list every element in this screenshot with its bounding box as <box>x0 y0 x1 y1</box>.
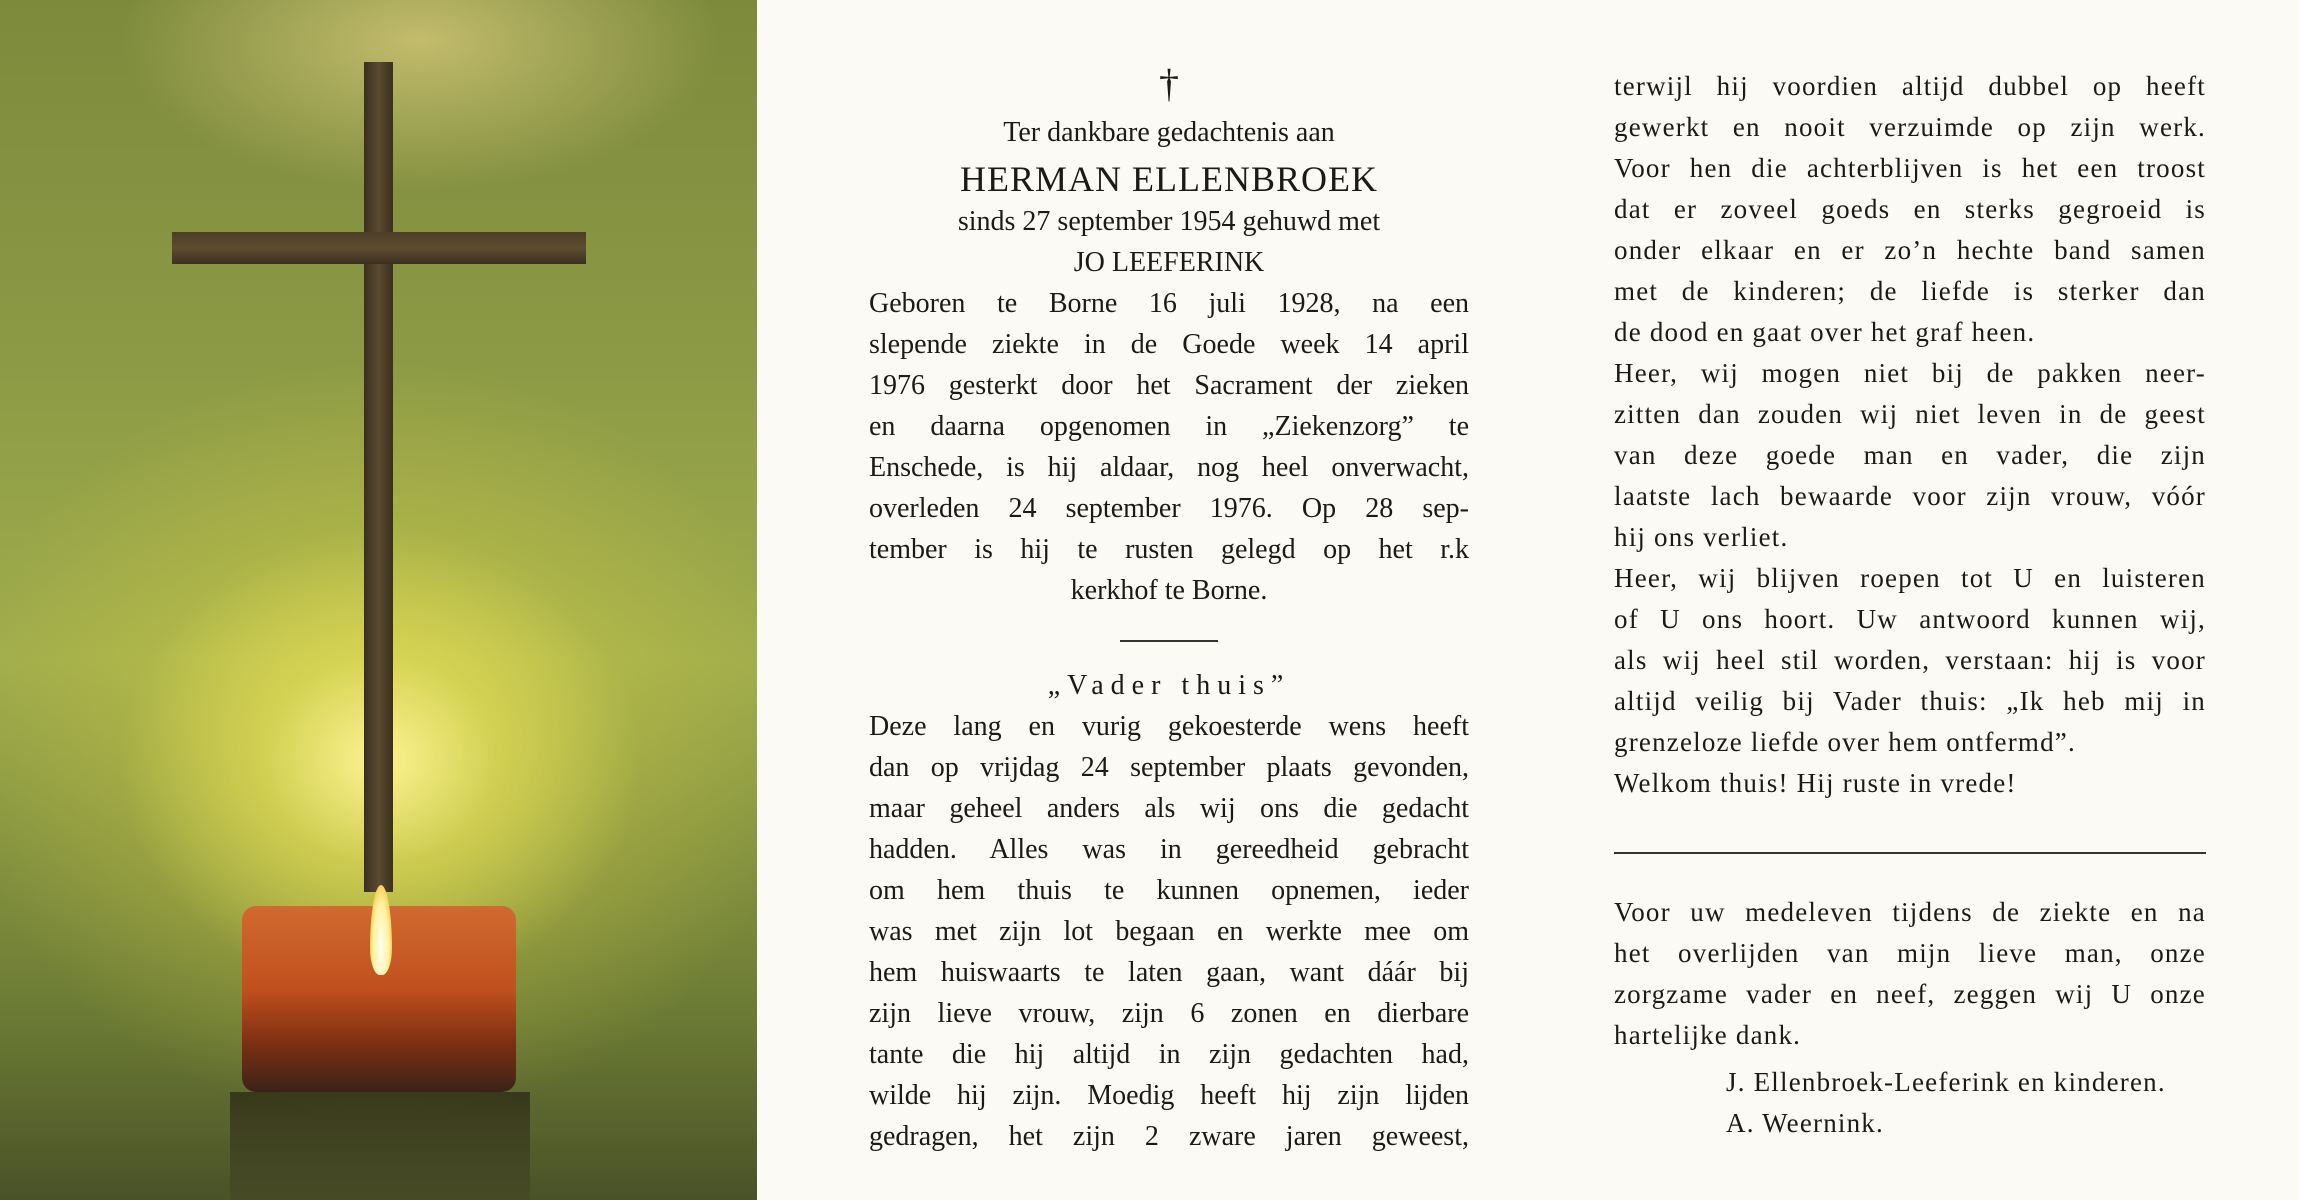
text-line: maar geheel anders als wij ons die gedacht <box>869 793 1469 824</box>
text-line: met de kinderen; de liefde is sterker dan <box>1614 276 2206 306</box>
body-line: Geboren te Borne 16 juli 1928, na een <box>869 288 1469 319</box>
text-line: tante die hij altijd in zijn gedachten had, <box>869 1039 1469 1070</box>
text-line: zijn lieve vrouw, zijn 6 zonen en dierbare <box>869 998 1469 1029</box>
body-line: Enschede, is hij aldaar, nog heel onverwacht, <box>869 452 1469 483</box>
cross-icon <box>364 62 393 892</box>
middle-column <box>869 112 1469 611</box>
text-line: was met zijn lot begaan en werkte mee om <box>869 916 1469 947</box>
text-line: terwijl hij voordien altijd dubbel op heeft <box>1614 71 2206 101</box>
text-line: of U ons hoort. Uw antwoord kunnen wij, <box>1614 604 2206 634</box>
body-line: slepende ziekte in de Goede week 14 april <box>869 329 1469 360</box>
divider <box>1120 640 1218 642</box>
candle-reflection <box>230 1092 530 1200</box>
cross-crossbar <box>172 232 586 264</box>
body-line: overleden 24 september 1976. Op 28 sep- <box>869 493 1469 524</box>
body-line: kerkhof te Borne. <box>1070 575 1268 606</box>
text-line: Welkom thuis! Hij ruste in vrede! <box>1614 768 2017 798</box>
text-line: de dood en gaat over het graf heen. <box>1614 317 2036 347</box>
text-line: onder elkaar en er zo’n hechte band samen <box>1614 235 2206 265</box>
thanks-line: het overlijden van mijn lieve man, onze <box>1614 938 2206 968</box>
text-line: Heer, wij mogen niet bij de pakken neer- <box>1614 358 2206 388</box>
flame-icon <box>370 885 392 975</box>
thanks-section <box>1614 892 2206 1144</box>
text-line: altijd veilig bij Vader thuis: „Ik heb mij in <box>1614 686 2206 716</box>
text-line: Voor hen die achterblijven is het een troost <box>1614 153 2206 183</box>
deceased-name: HERMAN ELLENBROEK <box>960 159 1378 199</box>
text-line: gewerkt en nooit verzuimde op zijn werk. <box>1614 112 2206 142</box>
text-line: om hem thuis te kunnen opnemen, ieder <box>869 875 1469 906</box>
divider-long <box>1614 852 2206 854</box>
text-line: laatste lach bewaarde voor zijn vrouw, vóór <box>1614 481 2206 511</box>
text-line: dan op vrijdag 24 september plaats gevonden, <box>869 752 1469 783</box>
text-line: als wij heel stil worden, verstaan: hij is voor <box>1614 645 2206 675</box>
thanks-line: hartelijke dank. <box>1614 1020 1802 1050</box>
thanks-line: Voor uw medeleven tijdens de ziekte en na <box>1614 897 2206 927</box>
spouse-name: JO LEEFERINK <box>1073 247 1265 278</box>
body-line: tember is hij te rusten gelegd op het r.k <box>869 534 1469 565</box>
body-line: en daarna opgenomen in „Ziekenzorg” te <box>869 411 1469 442</box>
intro-line: Ter dankbare gedachtenis aan <box>1003 117 1335 148</box>
signature-line: A. Weernink. <box>1726 1108 1884 1138</box>
right-column <box>1614 66 2206 804</box>
thanks-line: zorgzame vader en neef, zeggen wij U onze <box>1614 979 2206 1009</box>
text-line: grenzeloze liefde over hem ontfermd”. <box>1614 727 2076 757</box>
memorial-photo <box>0 0 757 1200</box>
text-line: Heer, wij blijven roepen tot U en luisteren <box>1614 563 2206 593</box>
text-line: zitten dan zouden wij niet leven in de geest <box>1614 399 2206 429</box>
married-line: sinds 27 september 1954 gehuwd met <box>957 206 1381 237</box>
text-line: Deze lang en vurig gekoesterde wens heeft <box>869 711 1469 742</box>
dagger-cross-icon: † <box>1159 61 1179 106</box>
text-line: hadden. Alles was in gereedheid gebracht <box>869 834 1469 865</box>
quote-title: „Vader thuis” <box>1047 670 1291 701</box>
text-line: wilde hij zijn. Moedig heeft hij zijn lijden <box>869 1080 1469 1111</box>
text-line: hij ons verliet. <box>1614 522 1789 552</box>
text-line: dat er zoveel goeds en sterks gegroeid is <box>1614 194 2206 224</box>
signature-line: J. Ellenbroek-Leeferink en kinderen. <box>1726 1067 2166 1097</box>
text-line: hem huiswaarts te laten gaan, want dáár bij <box>869 957 1469 988</box>
body-line: 1976 gesterkt door het Sacrament der zieken <box>869 370 1469 401</box>
text-line: van deze goede man en vader, die zijn <box>1614 440 2206 470</box>
middle-column-text <box>869 665 1469 1157</box>
text-line: gedragen, het zijn 2 zware jaren geweest, <box>869 1121 1469 1152</box>
